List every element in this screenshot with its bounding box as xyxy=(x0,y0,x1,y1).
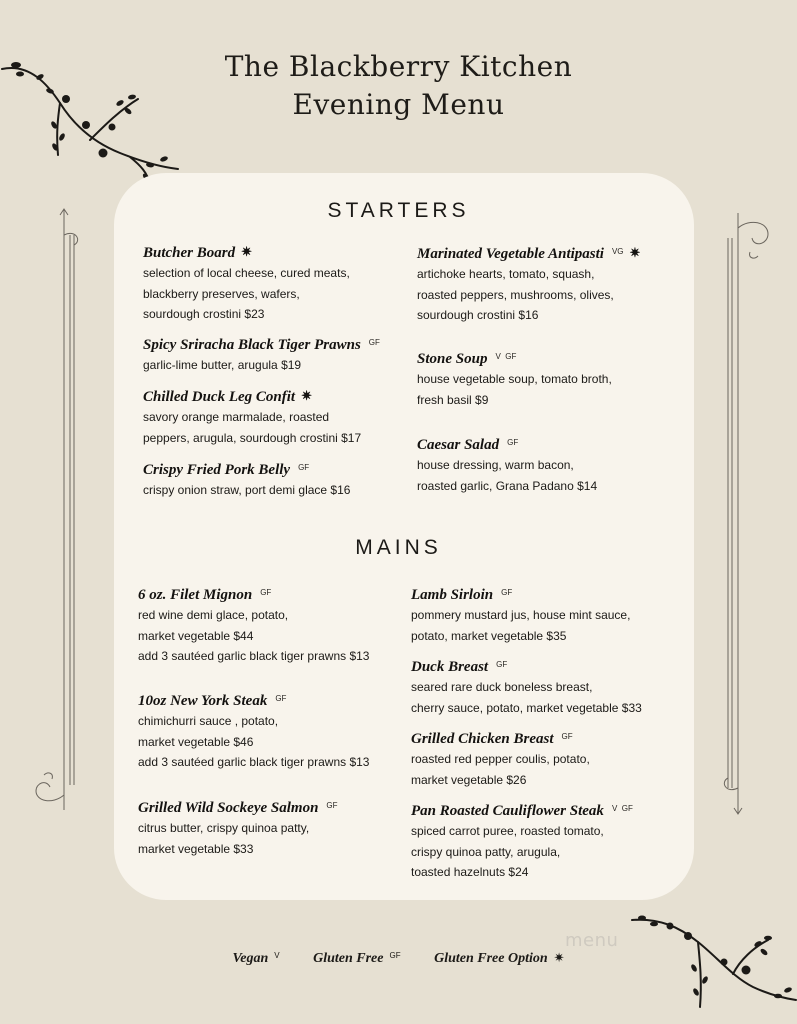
item-desc: crispy onion straw, port demi glace $16 xyxy=(143,483,351,497)
gluten-free-option-icon: ✷ xyxy=(301,388,312,403)
item-name: Caesar Salad xyxy=(417,437,500,453)
item-desc: roasted peppers, mushrooms, olives, xyxy=(417,287,614,302)
menu-item xyxy=(143,333,380,376)
item-desc: fresh basil $9 xyxy=(417,392,489,407)
item-name: Butcher Board xyxy=(143,245,236,261)
diet-tag: V GF xyxy=(611,804,633,813)
item-desc: market vegetable $26 xyxy=(411,772,527,787)
legend-vegan-tag: V xyxy=(274,951,280,960)
menu-item xyxy=(138,689,369,773)
menu-item xyxy=(143,242,350,325)
item-desc: house vegetable soup, tomato broth, xyxy=(417,372,612,386)
diet-tag: GF xyxy=(260,588,272,597)
diet-tag: GF xyxy=(275,694,287,703)
watermark: menu xyxy=(565,930,619,951)
item-desc: peppers, arugula, sourdough crostini $17 xyxy=(143,430,362,445)
item-name: 6 oz. Filet Mignon xyxy=(138,587,253,603)
item-desc: red wine demi glace, potato, xyxy=(138,608,289,622)
vine-top-left-icon xyxy=(0,55,190,190)
gluten-free-option-icon: ✷ xyxy=(629,245,641,260)
gluten-free-option-icon: ✷ xyxy=(241,244,253,259)
menu-subtitle: Evening Menu xyxy=(292,88,505,121)
item-name: Spicy Sriracha Black Tiger Prawns xyxy=(143,337,361,353)
diet-tag: VG xyxy=(611,247,624,256)
starters-heading: STARTERS xyxy=(327,199,470,222)
menu-item xyxy=(138,796,338,859)
item-name: Lamb Sirloin xyxy=(411,587,494,603)
gluten-free-option-icon: ✷ xyxy=(553,950,565,965)
menu-item xyxy=(411,727,590,790)
diet-tag: GF xyxy=(561,732,573,741)
mains-heading: MAINS xyxy=(355,536,442,559)
item-name: Marinated Vegetable Antipasti xyxy=(417,246,604,262)
diet-tag: GF xyxy=(326,801,338,810)
item-desc: savory orange marmalade, roasted xyxy=(143,410,330,424)
item-name: Pan Roasted Cauliflower Steak xyxy=(411,803,604,819)
item-name: Chilled Duck Leg Confit xyxy=(143,389,296,405)
item-desc: artichoke hearts, tomato, squash, xyxy=(417,267,595,281)
legend-vegan-label: Vegan xyxy=(232,951,269,966)
diet-tag: GF xyxy=(496,660,508,669)
menu-item xyxy=(143,458,350,501)
menu-title: The Blackberry Kitchen xyxy=(224,50,573,83)
menu-item xyxy=(411,583,630,646)
menu-item xyxy=(417,242,640,326)
diet-tag: GF xyxy=(507,438,519,447)
item-name: Crispy Fried Pork Belly xyxy=(143,462,291,478)
legend-gluten-free-label: Gluten Free xyxy=(313,951,384,966)
item-desc: seared rare duck boneless breast, xyxy=(411,680,593,694)
item-desc: potato, market vegetable $35 xyxy=(411,628,567,643)
diet-tag: GF xyxy=(298,463,310,472)
item-desc: add 3 sautéed garlic black tiger prawns $13 xyxy=(138,649,370,663)
item-desc: roasted garlic, Grana Padano $14 xyxy=(417,478,598,493)
item-desc: sourdough crostini $23 xyxy=(143,307,265,321)
item-desc: house dressing, warm bacon, xyxy=(417,458,574,472)
menu-item xyxy=(143,386,361,448)
legend-gluten-free-option-label: Gluten Free Option xyxy=(434,951,548,966)
diet-tag: GF xyxy=(501,588,513,597)
menu-item xyxy=(417,433,597,496)
diet-tag: V GF xyxy=(495,352,517,361)
item-desc: cherry sauce, potato, market vegetable $33 xyxy=(411,700,642,715)
menu-item xyxy=(417,347,612,410)
item-name: Duck Breast xyxy=(411,659,489,675)
menu-item xyxy=(411,655,642,718)
item-name: Grilled Chicken Breast xyxy=(411,731,554,747)
diet-legend xyxy=(0,950,797,967)
item-desc: blackberry preserves, wafers, xyxy=(143,286,300,301)
item-desc: selection of local cheese, cured meats, xyxy=(143,266,350,280)
flourish-right-icon xyxy=(712,208,772,818)
legend-gluten-free-tag: GF xyxy=(389,951,401,960)
menu-item xyxy=(138,583,369,667)
item-desc: spiced carrot puree, roasted tomato, xyxy=(411,824,604,838)
item-desc: market vegetable $46 xyxy=(138,734,254,749)
item-desc: garlic-lime butter, arugula $19 xyxy=(143,358,302,372)
item-name: Grilled Wild Sockeye Salmon xyxy=(138,800,319,816)
item-desc: crispy quinoa patty, arugula, xyxy=(411,844,561,859)
flourish-left-icon xyxy=(30,205,90,815)
item-desc: roasted red pepper coulis, potato, xyxy=(411,752,590,766)
item-desc: sourdough crostini $16 xyxy=(417,308,539,322)
item-name: 10oz New York Steak xyxy=(138,693,268,709)
item-desc: market vegetable $44 xyxy=(138,628,254,643)
menu-item xyxy=(411,799,633,883)
item-name: Stone Soup xyxy=(417,351,488,367)
item-desc: toasted hazelnuts $24 xyxy=(411,865,529,879)
item-desc: pommery mustard jus, house mint sauce, xyxy=(411,608,631,622)
item-desc: add 3 sautéed garlic black tiger prawns $13 xyxy=(138,755,370,769)
item-desc: chimichurri sauce , potato, xyxy=(138,714,279,728)
diet-tag: GF xyxy=(368,338,380,347)
item-desc: market vegetable $33 xyxy=(138,841,254,856)
item-desc: citrus butter, crispy quinoa patty, xyxy=(138,821,310,835)
